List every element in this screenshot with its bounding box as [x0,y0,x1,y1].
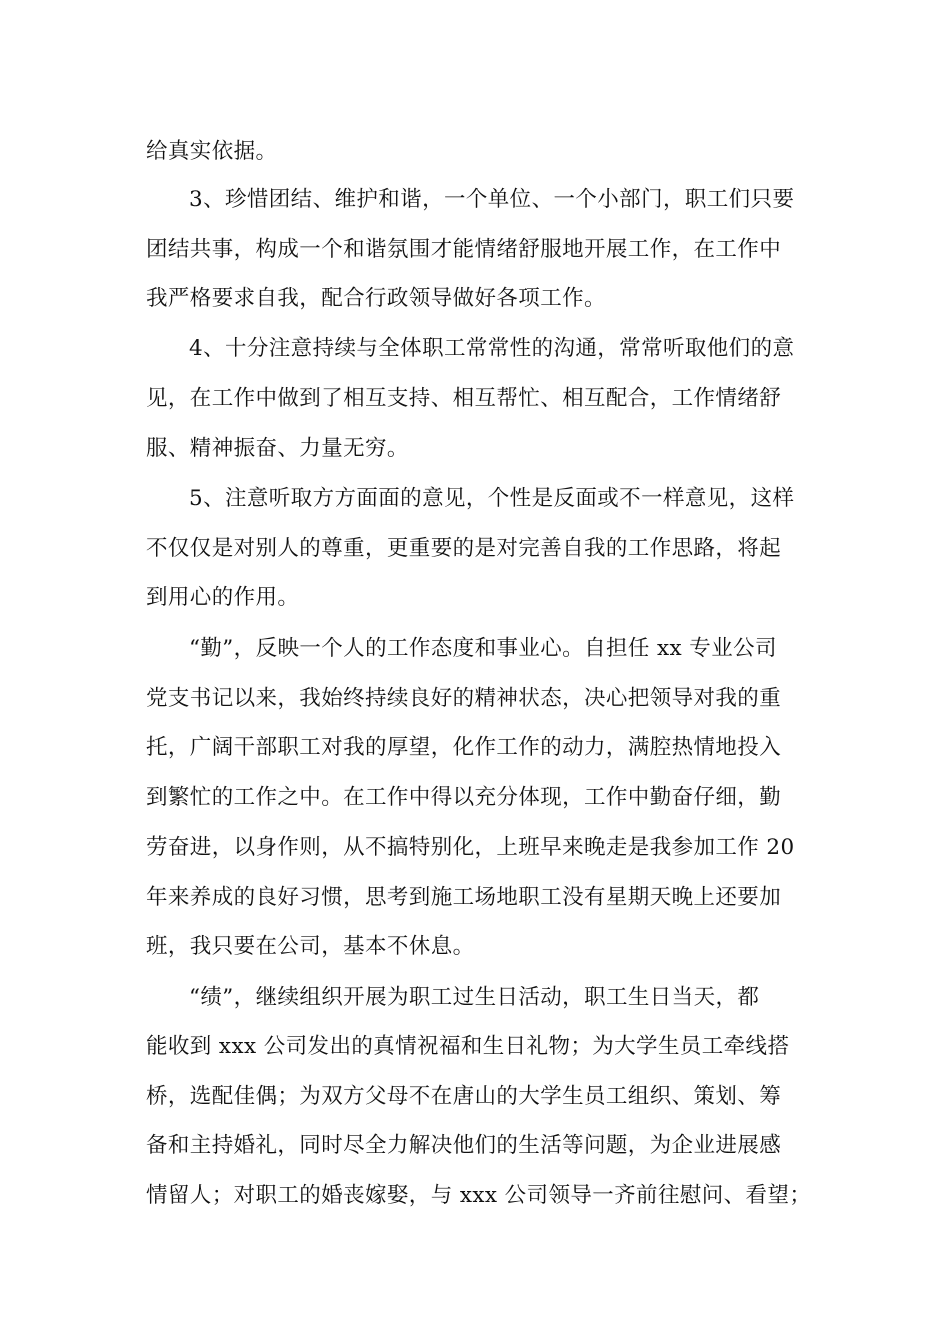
paragraph-3-line: 3、珍惜团结、维护和谐，一个单位、一个小部门，职工们只要 [189,187,795,212]
text-line: 情留人；对职工的婚丧嫁娶，与 xxx 公司领导一齐前往慰问、看望； [146,1183,812,1208]
text-line: 服、精神振奋、力量无穷。 [146,436,409,461]
paragraph-qin-line: “勤”，反映一个人的工作态度和事业心。自担任 xx 专业公司 [189,636,777,661]
text-line: 党支书记以来，我始终持续良好的精神状态，决心把领导对我的重 [146,686,782,711]
text-line: 团结共事，构成一个和谐氛围才能情绪舒服地开展工作，在工作中 [146,237,782,262]
text-line: 到繁忙的工作之中。在工作中得以充分体现，工作中勤奋仔细，勤 [146,785,782,810]
text-line: 托，广阔干部职工对我的厚望，化作工作的动力，满腔热情地投入 [146,735,782,760]
text-line: 到用心的作用。 [146,585,300,610]
text-line: 给真实依据。 [146,139,278,164]
paragraph-ji-line: “绩”，继续组织开展为职工过生日活动，职工生日当天，都 [189,985,760,1010]
text-line: 备和主持婚礼，同时尽全力解决他们的生活等问题，为企业进展感 [146,1133,782,1158]
text-line: 桥，选配佳偶；为双方父母不在唐山的大学生员工组织、策划、筹 [146,1084,782,1109]
text-line: 见，在工作中做到了相互支持、相互帮忙、相互配合，工作情绪舒 [146,386,782,411]
text-line: 我严格要求自我，配合行政领导做好各项工作。 [146,286,606,311]
paragraph-4-line: 4、十分注意持续与全体职工常常性的沟通，常常听取他们的意 [189,336,795,361]
text-line: 能收到 xxx 公司发出的真情祝福和生日礼物；为大学生员工牵线搭 [146,1034,790,1059]
text-line: 班，我只要在公司，基本不休息。 [146,934,475,959]
text-line: 劳奋进，以身作则，从不搞特别化，上班早来晚走是我参加工作 20 [146,835,795,860]
text-line: 不仅仅是对别人的尊重，更重要的是对完善自我的工作思路，将起 [146,536,782,561]
paragraph-5-line: 5、注意听取方方面面的意见，个性是反面或不一样意见，这样 [189,486,795,511]
text-line: 年来养成的良好习惯，思考到施工场地职工没有星期天晚上还要加 [146,885,782,910]
